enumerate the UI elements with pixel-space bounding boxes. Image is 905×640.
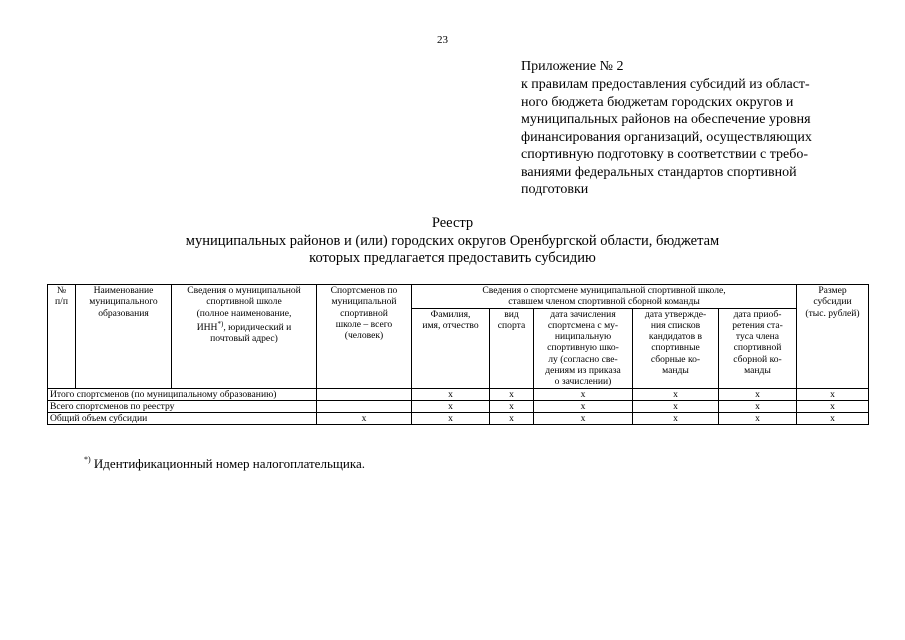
footnote-mark: *) (84, 455, 91, 464)
table-cell: x (412, 388, 490, 400)
subheader-full-name: Фамилия, имя, отчество (412, 308, 490, 388)
table-cell: x (633, 388, 719, 400)
appendix-block (521, 58, 861, 199)
table-cell: x (797, 388, 869, 400)
table-cell: x (490, 400, 534, 412)
appendix-title: Приложение № 2 (521, 59, 624, 74)
appendix-line: финансирования организаций, осуществляющих (521, 129, 812, 145)
appendix-line: к правилам предоставления субсидий из област- (521, 77, 810, 92)
appendix-line: подготовки (521, 182, 589, 197)
header-athlete-info: Сведения о спортсмене муниципальной спортивной школе, ставшем членом спортивной сборной команды (412, 285, 797, 309)
header-athletes-total: Спортсменов по муниципальной спортивной школе – всего (человек) (317, 285, 412, 389)
table-cell: x (534, 388, 633, 400)
table-cell: x (797, 400, 869, 412)
appendix-line: спортивную подготовку в соответствии с требо- (521, 147, 808, 162)
register-table (47, 284, 869, 425)
table-cell: x (317, 412, 412, 424)
table-cell: x (797, 412, 869, 424)
table-row (48, 400, 869, 412)
table-cell (317, 388, 412, 400)
subheader-status-date: дата приоб- ретения ста- туса члена спортивной сборной ко- манды (719, 308, 797, 388)
row-label: Итого спортсменов (по муниципальному образованию) (48, 388, 317, 400)
table-row (48, 412, 869, 424)
table-cell: x (412, 412, 490, 424)
register-subtitle-2: которых предлагается предоставить субсидию (309, 250, 596, 266)
header-municipality: Наименование муниципального образования (76, 285, 172, 389)
register-subtitle-1: муниципальных районов и (или) городских округов Оренбургской области, бюджетам (185, 233, 720, 249)
table-cell: x (719, 400, 797, 412)
table-cell: x (719, 412, 797, 424)
header-school-info: Сведения о муниципальной спортивной школе (полное наименование, ИНН*), юридический и почтовый адрес) (172, 285, 317, 389)
table-cell: x (633, 400, 719, 412)
table-cell: x (490, 412, 534, 424)
subheader-approval-date: дата утвержде- ния списков кандидатов в спортивные сборные ко- манды (633, 308, 719, 388)
table-cell: x (534, 412, 633, 424)
table-cell (317, 400, 412, 412)
page-number: 23 (437, 34, 448, 46)
header-number: № п/п (48, 285, 76, 389)
footnote (84, 455, 365, 472)
appendix-line: муниципальных районов на обеспечение уровня (521, 112, 811, 127)
footnote-text: Идентификационный номер налогоплательщика. (93, 456, 365, 471)
table-cell: x (490, 388, 534, 400)
appendix-line: ного бюджета бюджетам городских округов и (521, 94, 794, 110)
header-subsidy-size: Размер субсидии (тыс. рублей) (797, 285, 869, 389)
subheader-sport: вид спорта (490, 308, 534, 388)
register-title: Реестр (431, 215, 474, 231)
table-cell: x (633, 412, 719, 424)
table-cell: x (534, 400, 633, 412)
table-cell: x (412, 400, 490, 412)
row-label: Общий объем субсидии (48, 412, 317, 424)
subheader-enrollment-date: дата зачисления спортсмена с му- ниципальную спортивную шко- лу (согласно све- дениям из приказа о зачислении) (534, 308, 633, 388)
appendix-line: ваниями федеральных стандартов спортивной (521, 164, 797, 180)
row-label: Всего спортсменов по реестру (48, 400, 317, 412)
table-cell: x (719, 388, 797, 400)
table-row (48, 388, 869, 400)
